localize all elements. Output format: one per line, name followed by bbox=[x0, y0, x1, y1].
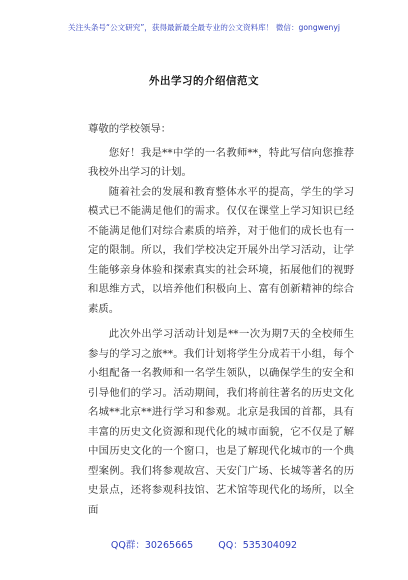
footer-contact bbox=[0, 537, 408, 551]
qq-group-number: QQ群：30265665 bbox=[110, 540, 194, 551]
salutation: 尊敬的学校领导： bbox=[88, 123, 172, 135]
paragraph-3: 此次外出学习活动计划是**一次为期7天的全校师生参与的学习之旅**。我们计划将学生分成若干小组，每个小组配备一名教师和一名学生领队，以确保学生的安全和引导他们的学习。活动期间，我们将前往著名的历史文化名城**北京**进行学习和参观。北京是我国的首都，具有丰富的历史文化资源和现代化的城市面貌，它不仅是了解中国历史文化的一个窗口，也是了解现代化城市的一个典型案例。我们将参观故宫、天安门广场、长城等著名的历史景点，还将参观科技馆、艺术馆等现代化的场所，以全面 bbox=[88, 328, 354, 516]
header-banner: 关注头条号“公文研究”，获得最新最全最专业的公文资料库！ 微信：gongwenyj bbox=[68, 23, 340, 32]
document-body bbox=[88, 120, 354, 520]
paragraph-1: 您好！我是**中学的一名教师**，特此写信向您推荐我校外出学习的计划。 bbox=[88, 146, 354, 178]
document-title: 外出学习的介绍信范文 bbox=[149, 75, 259, 87]
qq-number: QQ：535304092 bbox=[218, 540, 298, 551]
paragraph-2: 随着社会的发展和教育整体水平的提高，学生的学习模式已不能满足他们的需求。仅仅在课堂上学习知识已经不能满足他们对综合素质的培养，对于他们的成长也有一定的限制。所以，我们学校决定开展外出学习活动，让学生能够亲身体验和探索真实的社会环境，拓展他们的视野和思维方式，以培养他们积极向上、富有创新精神的综合素质。 bbox=[88, 185, 354, 315]
